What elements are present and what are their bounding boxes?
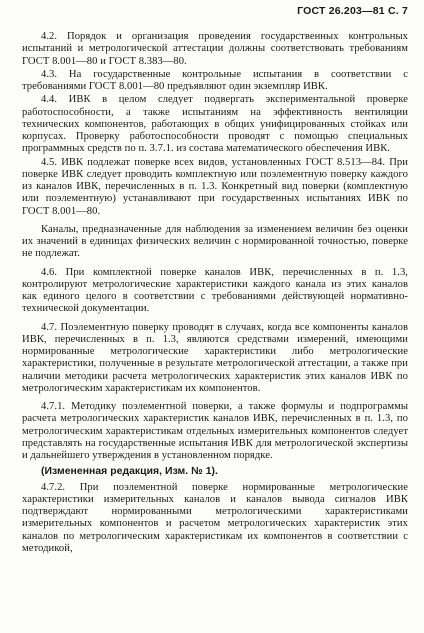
document-body bbox=[22, 31, 408, 556]
paragraph-4-7: 4.7. Поэлементную поверку проводят в случаях, когда все компоненты каналов ИВК, перечисленных в п. 1.3, являются средствами измерений, имеющими нормированные метрологические характеристики либо метрологические характеристики, полученные в результате метрологической аттестации, а также при наличии методики расчета метрологических характеристик этих каналов ИВК по метрологическим характеристикам их компонентов. bbox=[22, 321, 408, 394]
paragraph-4-7-2: 4.7.2. При поэлементной поверке нормированные метрологические характеристики измерительных каналов и каналов вывода сигналов ИВК подтверждают нормированными метрологическими характеристиками измерительных компонентов и расчетом метрологических характеристик этих каналов по метрологическим характеристикам их компонентов в соответствии с методикой, bbox=[22, 481, 408, 554]
paragraph-4-7-1: 4.7.1. Методику поэлементной поверки, а также формулы и подпрограммы расчета метрологических характеристик каналов ИВК, перечисленных в п. 1.3, по метрологическим характеристикам отдельных измерительных компонентов следует представлять на государственные испытания ИВК для метрологической экспертизы и дальнейшего утверждения в установленном порядке. bbox=[22, 401, 408, 461]
paragraph-channels-note: Каналы, предназначенные для наблюдения за изменением величин без оценки их значений в единицах физических величин с нормированной точностью, поверке не подлежат. bbox=[22, 223, 408, 260]
edition-note: (Измененная редакция, Изм. № 1). bbox=[41, 466, 218, 478]
paragraph-4-4: 4.4. ИВК в целом следует подвергать экспериментальной проверке работоспособности, а также испытаниям на эффективность вентиляции технических компонентов, работающих в общих унифицированных стойках или корпусах. Проверку работоспособности проводят с помощью специальных программных средств по п. 3.7.1. из состава математического обеспечения ИВК. bbox=[22, 94, 408, 155]
paragraph-4-6: 4.6. При комплектной поверке каналов ИВК, перечисленных в п. 1.3, контролируют метрологические характеристики каждого канала из этих каналов как единого целого в соответствии с требованиями действующей нормативно-технической документации. bbox=[22, 266, 408, 315]
paragraph-4-2: 4.2. Порядок и организация проведения государственных контрольных испытаний и метрологической аттестации должны соответствовать требованиям ГОСТ 8.001—80 и ГОСТ 8.383—80. bbox=[22, 31, 408, 67]
page-header: ГОСТ 26.203—81 С. 7 bbox=[297, 5, 408, 17]
paragraph-4-3: 4.3. На государственные контрольные испытания в соответствии с требованиями ГОСТ 8.001—80 предъявляют один экземпляр ИВК. bbox=[22, 68, 408, 92]
paragraph-4-5: 4.5. ИВК подлежат поверке всех видов, установленных ГОСТ 8.513—84. При поверке ИВК следует проводить комплектную или поэлементную поверку каждого из каналов ИВК, перечисленных в п. 1.3. Конкретный вид поверки (комплектную или поэлементную) устанавливают при государственных испытаниях ИВК по ГОСТ 8.001—80. bbox=[22, 156, 408, 217]
